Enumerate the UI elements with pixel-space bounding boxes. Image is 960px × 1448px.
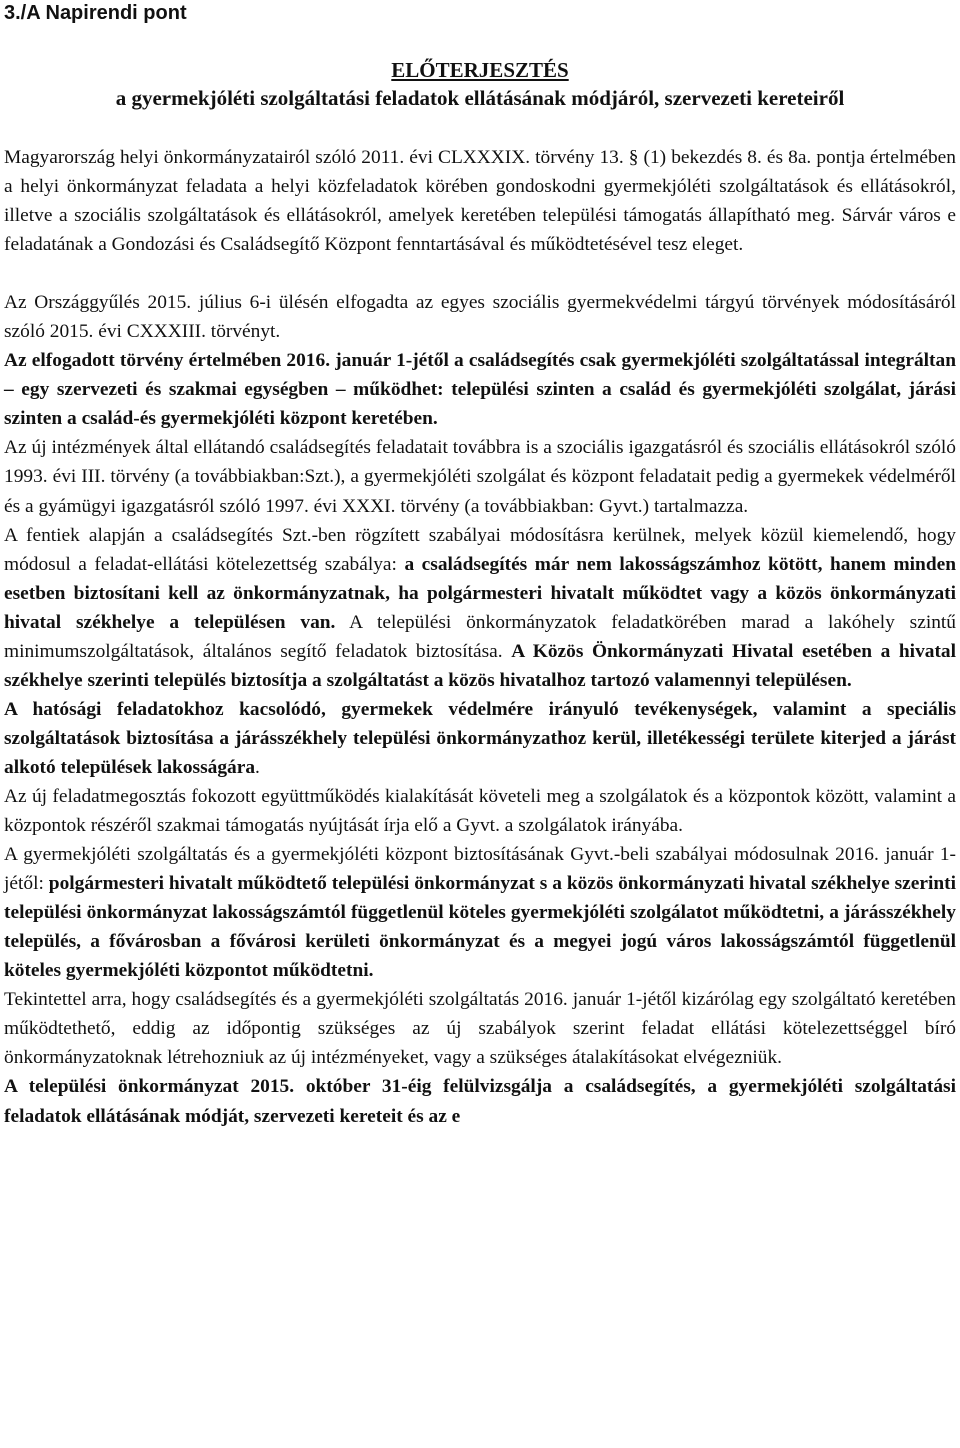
text-segment: A gyermekjóléti szolgáltatás és a gyermekjóléti központ biztosításának Gyvt.-beli szabályai módosulnak 2016. január 1-jétől: xyxy=(4,844,956,895)
document-body xyxy=(4,143,956,1131)
text-segment: Az új intézmények által ellátandó családsegítés feladatait továbbra is a szociális igazgatásról és szociális ellátásokról szóló 1993. évi III. törvény (a továbbiakban:Szt.), a gyermekjóléti szolgálat és központ feladatait pedig a gyermekek védelméről és a gyámügyi igazgatásról szóló 1997. évi XXXI. törvény (a továbbiakban: Gyvt.) tartalmazza. xyxy=(4,437,956,517)
text-segment: A települési önkormányzatok feladatkörében marad a lakóhely szintű minimumszolgáltatások, általános segítő feladatok biztosítása. xyxy=(4,611,956,662)
paragraph xyxy=(4,288,956,346)
document-subtitle: a gyermekjóléti szolgáltatási feladatok ellátásának módjáról, szervezeti kereteiről xyxy=(115,86,845,110)
text-segment: . xyxy=(255,756,260,778)
paragraph xyxy=(4,985,956,1072)
agenda-heading: 3./A Napirendi pont xyxy=(4,2,187,24)
text-segment: Magyarország helyi önkormányzatairól szóló 2011. évi CLXXXIX. törvény 13. § (1) bekezdés 8. és 8a. pontja értelmében a helyi önkormányzat feladata a helyi közfeladatok körében gondoskodni gyermekjóléti szolgáltatások és ellátásokról, illetve a szociális szolgáltatások és ellátásokról, amelyek keretében települési támogatás állapítható meg. Sárvár város e feladatának a Gondozási és Családsegítő Központ fenntartásával és működtetésével tesz eleget. xyxy=(4,147,956,256)
text-segment: Tekintettel arra, hogy családsegítés és a gyermekjóléti szolgáltatás 2016. január 1-jétől kizárólag egy szolgáltató keretében működtethető, eddig az időpontig szükséges az új szabályok szerint feladat ellátási kötelezettséggel bíró önkormányzatoknak létrehozniuk az új intézményeket, vagy a szükséges átalakításokat elvégezniük. xyxy=(4,989,956,1069)
text-segment: Az új feladatmegosztás fokozott együttműködés kialakítását követeli meg a szolgálatok és a központok között, valamint a központok részéről szakmai támogatás nyújtását írja elő a Gyvt. a szolgálatok irányába. xyxy=(4,785,956,837)
paragraph xyxy=(4,433,956,520)
text-segment: A fentiek alapján a családsegítés Szt.-ben rögzített szabályai módosításra kerülnek, melyek közül kiemelendő, hogy módosul a feladat-ellátási kötelezettség szabálya: xyxy=(4,524,956,575)
paragraph xyxy=(4,840,956,985)
paragraph xyxy=(4,1072,956,1130)
paragraph xyxy=(4,782,956,840)
bold-text-segment: Az elfogadott törvény értelmében 2016. január 1-jétől a családsegítés csak gyermekjóléti szolgáltatással integráltan – egy szervezeti és szakmai egységben – működhet: települési szinten a család és gyermekjóléti szolgálat, járási szinten a család-és gyermekjóléti központ keretében. xyxy=(4,350,956,430)
paragraph xyxy=(4,346,956,433)
bold-text-segment: a családsegítés már nem lakosságszámhoz kötött, hanem minden esetben biztosítani kell az önkormányzatnak, ha polgármesteri hivatalt működtet vagy a közös önkormányzati hivatal székhelye a településen van. xyxy=(4,553,956,633)
bold-text-segment: A települési önkormányzat 2015. október 31-éig felülvizsgálja a családsegítés, a gyermekjóléti szolgáltatási feladatok ellátásának módját, szervezeti kereteit és az e xyxy=(4,1076,956,1127)
text-segment: Az Országgyűlés 2015. július 6-i ülésén elfogadta az egyes szociális gyermekvédelmi tárgyú törvények módosításáról szóló 2015. évi CXXXIII. törvényt. xyxy=(4,292,956,343)
bold-text-segment: A hatósági feladatokhoz kacsolódó, gyermekek védelmére irányuló tevékenységek, valamint a speciális szolgáltatások biztosítása a járásszékhely települési önkormányzathoz kerül, illetékességi területe kiterjed a járást alkotó települések lakosságára xyxy=(4,698,956,778)
paragraph xyxy=(4,695,956,782)
document-title: ELŐTERJESZTÉS xyxy=(391,58,569,82)
paragraph xyxy=(4,521,956,695)
paragraph-gap xyxy=(4,259,956,288)
document-title-block xyxy=(0,56,960,112)
bold-text-segment: A Közös Önkormányzati Hivatal esetében a hivatal székhelye szerinti település biztosítja a szolgáltatást a közös hivatalhoz tartozó valamennyi településen. xyxy=(4,640,956,691)
bold-text-segment: polgármesteri hivatalt működtető települési önkormányzat s a közös önkormányzati hivatal székhelye szerinti települési önkormányzat lakosságszámtól függetlenül köteles gyermekjóléti szolgálatot működtetni, a járásszékhely település, a fővárosban a fővárosi kerületi önkormányzat és a megyei jogú város lakosságszámtól függetlenül köteles gyermekjóléti központot működtetni. xyxy=(4,873,957,982)
paragraph xyxy=(4,143,956,259)
